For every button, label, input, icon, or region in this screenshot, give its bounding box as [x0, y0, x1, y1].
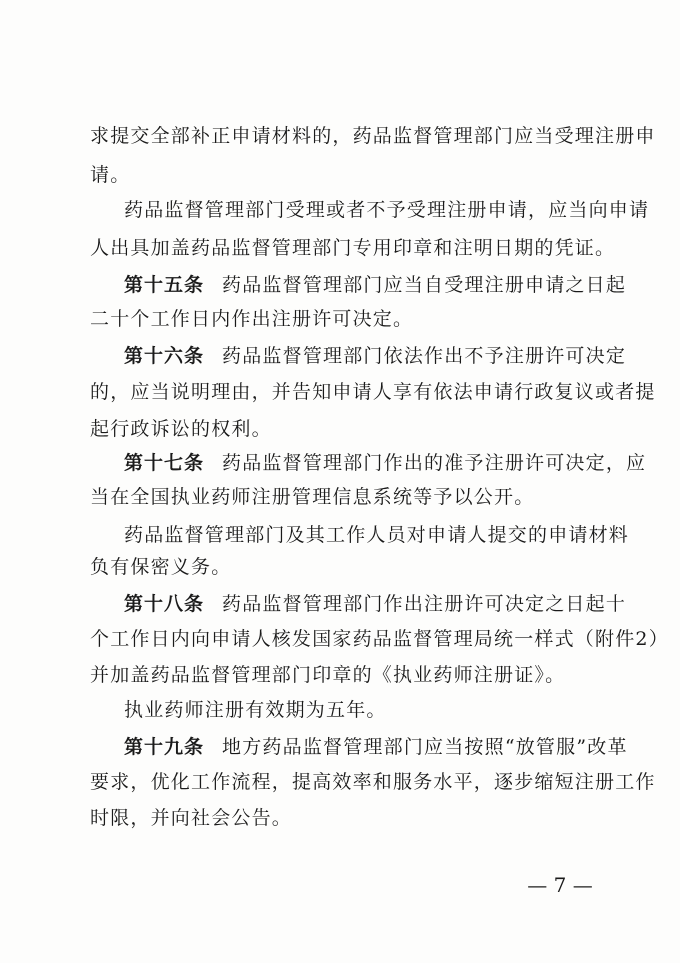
article-17-text: 药品监督管理部门作出的准予注册许可决定，应	[222, 452, 647, 474]
text-line: 要求，优化工作流程，提高效率和服务水平，逐步缩短注册工作	[90, 771, 656, 793]
article-18-heading: 第十八条	[124, 593, 205, 615]
article-18-first-line	[124, 589, 627, 619]
text-line: 请。	[90, 164, 131, 186]
article-18-text: 药品监督管理部门作出注册许可决定之日起十	[222, 593, 627, 615]
article-19-text: 地方药品监督管理部门应当按照“放管服”改革	[222, 736, 628, 758]
text-line: 起行政诉讼的权利。	[90, 418, 272, 440]
text-line: 并加盖药品监督管理部门印章的《执业药师注册证》。	[90, 664, 566, 686]
article-15-first-line	[124, 270, 627, 300]
article-15-heading: 第十五条	[124, 274, 205, 296]
text-line: 个工作日内向申请人核发国家药品监督管理局统一样式（附件2）	[90, 628, 669, 650]
text-line: 负有保密义务。	[90, 556, 232, 578]
text-line: 执业药师注册有效期为五年。	[124, 699, 387, 721]
text-line: 二十个工作日内作出注册许可决定。	[90, 308, 414, 330]
article-15-text: 药品监督管理部门应当自受理注册申请之日起	[222, 274, 627, 296]
text-line: 人出具加盖药品监督管理部门专用印章和注明日期的凭证。	[90, 237, 616, 259]
text-line: 药品监督管理部门及其工作人员对申请人提交的申请材料	[124, 524, 630, 546]
text-line: 药品监督管理部门受理或者不予受理注册申请，应当向申请	[124, 199, 650, 221]
text-line: 当在全国执业药师注册管理信息系统等予以公开。	[90, 486, 535, 508]
article-16-heading: 第十六条	[124, 345, 205, 367]
article-16-text: 药品监督管理部门依法作出不予注册许可决定	[222, 345, 627, 367]
text-line: 时限，并向社会公告。	[90, 807, 293, 829]
text-line: 求提交全部补正申请材料的，药品监督管理部门应当受理注册申	[90, 125, 656, 147]
article-16-first-line	[124, 341, 627, 371]
page-number: — 7 —	[527, 873, 593, 897]
article-17-heading: 第十七条	[124, 452, 205, 474]
text-line: 的，应当说明理由，并告知申请人享有依法申请行政复议或者提	[90, 381, 656, 403]
article-17-first-line	[124, 448, 647, 478]
article-19-first-line	[124, 732, 628, 762]
article-19-heading: 第十九条	[124, 736, 205, 758]
